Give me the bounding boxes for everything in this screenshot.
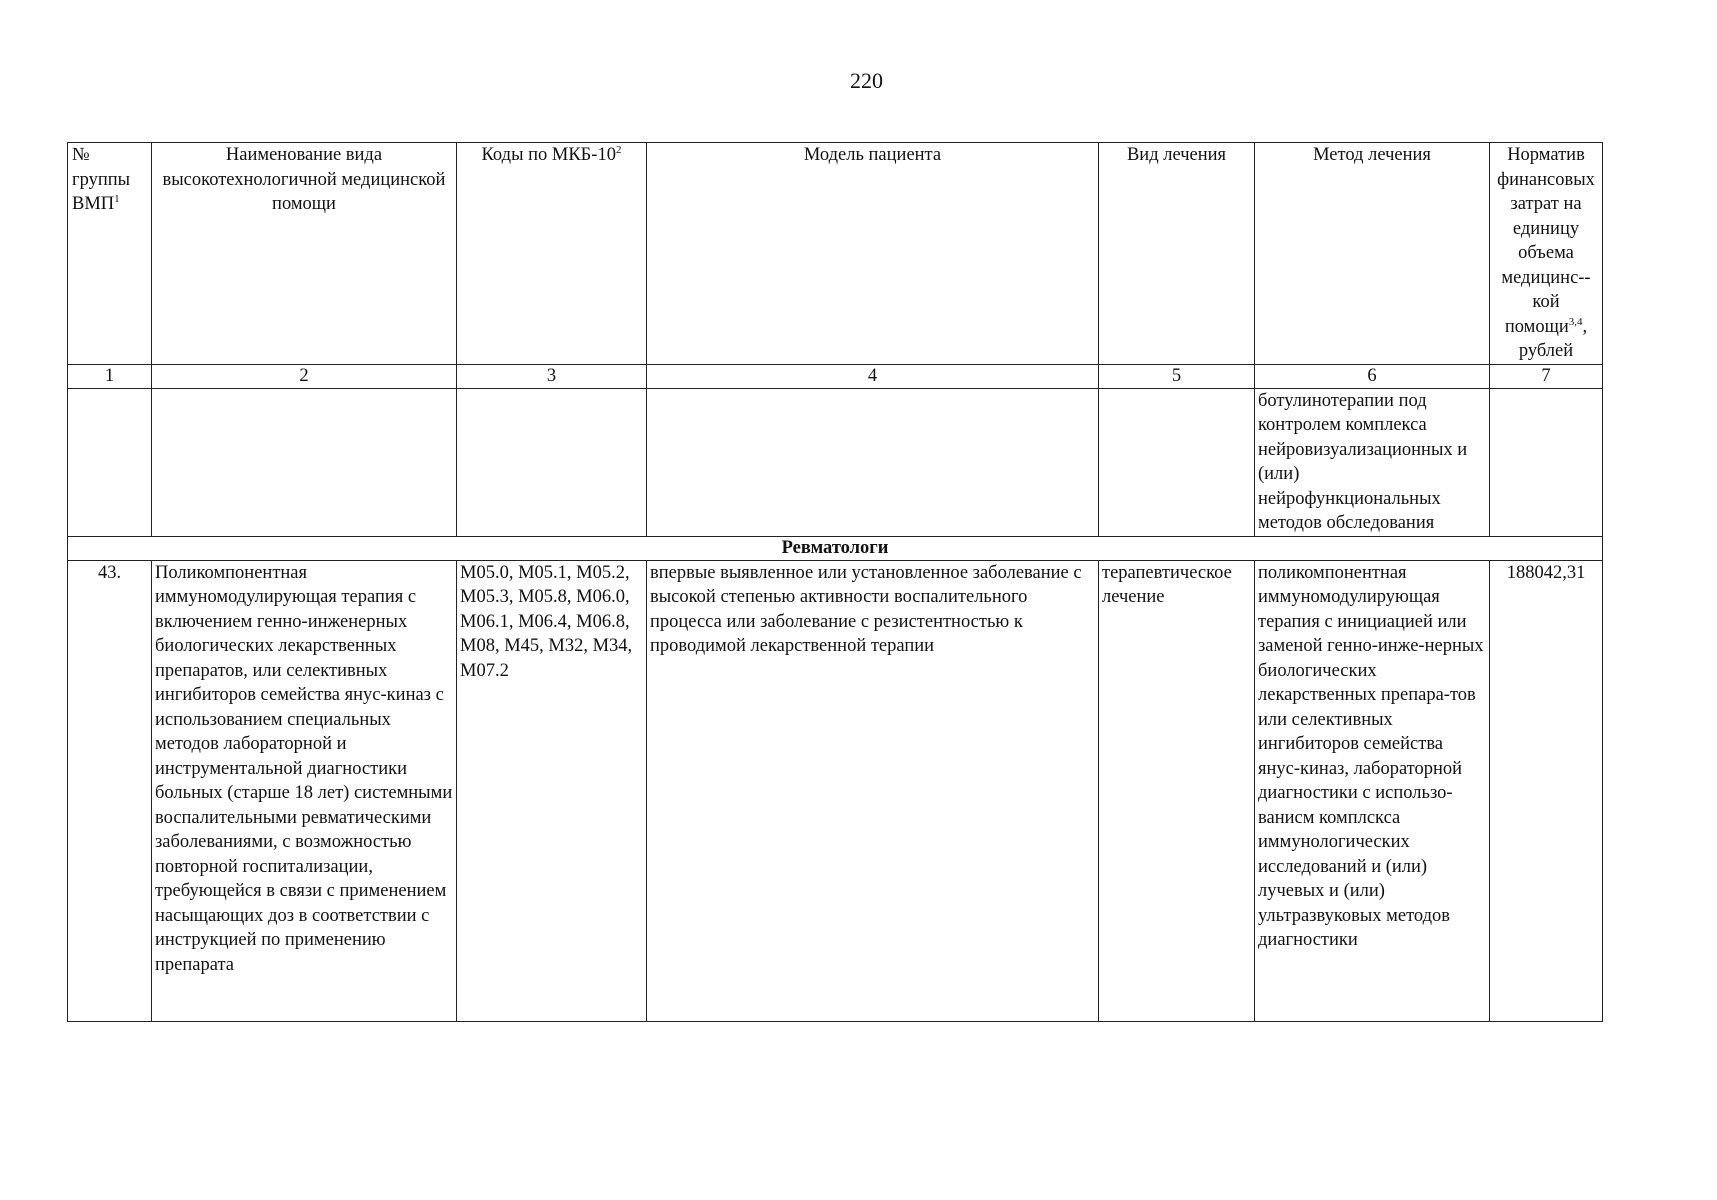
vmp-table	[67, 142, 1603, 1022]
cost-norm: 188042,31	[1490, 560, 1603, 1021]
patient-model: впервые выявленное или установленное заболевание с высокой степенью активности воспалительного процесса или заболевание с резистентностью к проводимой лекарственной терапии	[647, 560, 1099, 1021]
continuation-row	[68, 388, 1603, 536]
column-number: 7	[1490, 364, 1603, 388]
column-number-row	[68, 364, 1603, 388]
header-icd-codes: Коды по МКБ-$10^2$	[457, 143, 647, 365]
treatment-type: терапевтическое лечение	[1099, 560, 1255, 1021]
empty-cell	[152, 388, 457, 536]
empty-cell	[647, 388, 1099, 536]
header-row	[68, 143, 1603, 365]
section-title: Ревматологи	[68, 536, 1603, 560]
column-number: 5	[1099, 364, 1255, 388]
header-care-name: Наименование вида высокотехнологичной медицинской помощи	[152, 143, 457, 365]
column-number: 6	[1255, 364, 1490, 388]
page-number: 220	[850, 68, 883, 93]
table-row	[68, 560, 1603, 1021]
header-patient-model: Модель пациента	[647, 143, 1099, 365]
care-name: Поликомпонентная иммуномодулирующая терапия с включением генно-инженерных биологических лекарственных препаратов, или селективных ингибиторов семейства янус-киназ с использованием специальных методов лабораторной и инструментальной диагностики больных (старше 18 лет) системными воспалительными ревматическими заболеваниями, с возможностью повторной госпитализации, требующейся в связи с применением насыщающих доз в соответствии с инструкцией по применению препарата	[152, 560, 457, 1021]
header-cost-norm: Норматив финансовых затрат на единицу объема медицинс-- кой помощи$^{3,4}$, рублей	[1490, 143, 1603, 365]
icd-codes: М05.0, М05.1, М05.2, М05.3, М05.8, М06.0, М06.1, М06.4, М06.8, М08, М45, М32, М34, М07.2	[457, 560, 647, 1021]
section-row	[68, 536, 1603, 560]
header-treatment-type: Вид лечения	[1099, 143, 1255, 365]
group-number: 43.	[68, 560, 152, 1021]
column-number: 1	[68, 364, 152, 388]
header-treatment-method: Метод лечения	[1255, 143, 1490, 365]
treatment-method: поликомпонентная иммуномодулирующая терапия с инициацией или заменой генно-инже-нерных биологических лекарственных препара-тов или селективных ингибиторов семейства янус-киназ, лабораторной диагностики с использо-ванисм комплскса иммунологических исследований и (или) лучевых и (или) ультразвуковых методов диагностики	[1255, 560, 1490, 1021]
header-group-number: № группы ВМП$^1$	[68, 143, 152, 365]
column-number: 2	[152, 364, 457, 388]
empty-cell	[457, 388, 647, 536]
empty-cell	[68, 388, 152, 536]
column-number: 4	[647, 364, 1099, 388]
empty-cell	[1099, 388, 1255, 536]
column-number: 3	[457, 364, 647, 388]
empty-cell	[1490, 388, 1603, 536]
continuation-method: ботулинотерапии под контролем комплекса нейровизуализационных и (или) нейрофункциональных методов обследования	[1255, 388, 1490, 536]
